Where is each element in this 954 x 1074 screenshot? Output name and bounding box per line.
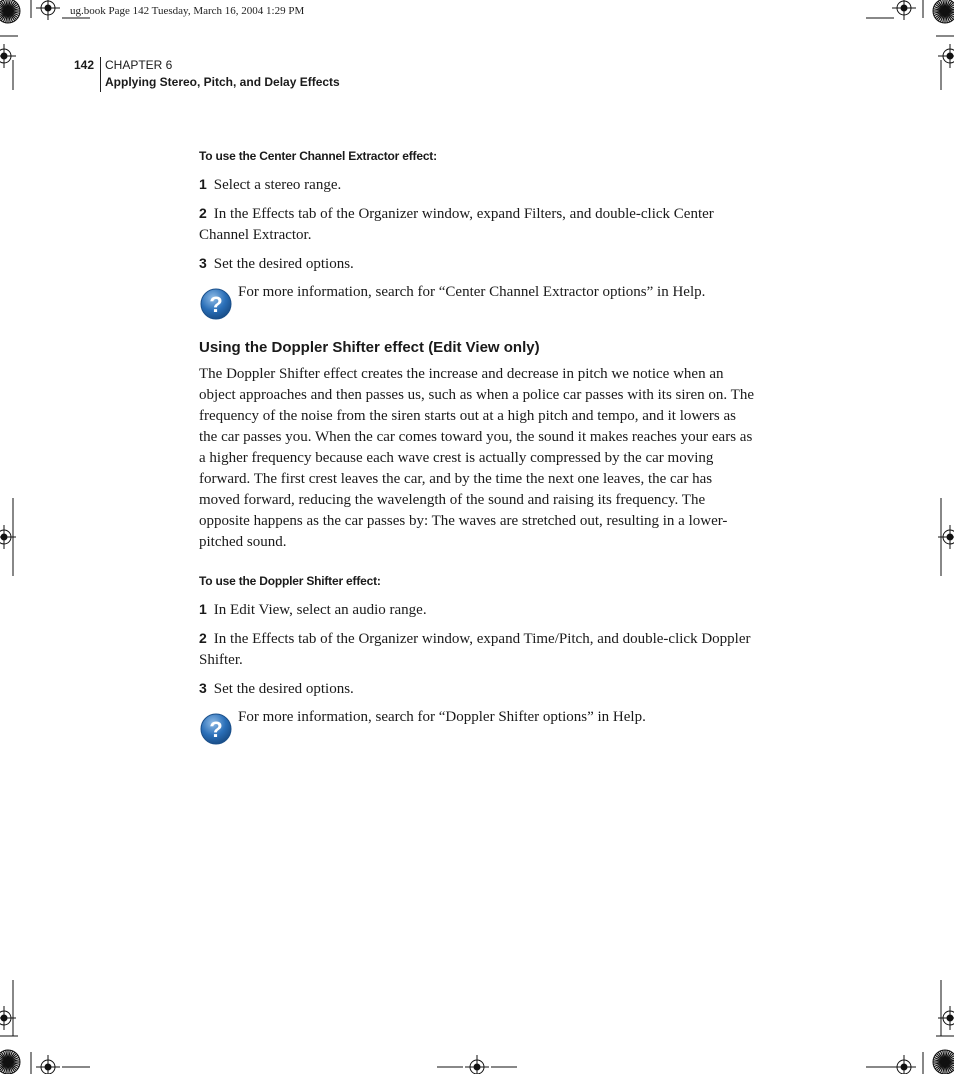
help-tip-text: For more information, search for “Center Channel Extractor options” in Help. bbox=[238, 284, 706, 300]
step-number: 2 bbox=[199, 205, 207, 221]
registration-right-lower bbox=[938, 1006, 954, 1030]
star-target-bottom-left bbox=[0, 1050, 20, 1074]
help-tip-text: For more information, search for “Doppler Shifter options” in Help. bbox=[238, 709, 646, 725]
page-number: 142 bbox=[74, 58, 95, 72]
step-text: Set the desired options. bbox=[213, 256, 354, 272]
step bbox=[199, 253, 755, 275]
registration-bottom-right bbox=[892, 1055, 916, 1074]
step-text: Set the desired options. bbox=[213, 681, 354, 697]
step-number: 1 bbox=[199, 176, 207, 192]
header-divider bbox=[100, 57, 101, 92]
step-number: 3 bbox=[199, 680, 207, 696]
section-heading-doppler: Using the Doppler Shifter effect (Edit View only) bbox=[199, 339, 540, 356]
help-question-icon bbox=[200, 713, 232, 745]
svg-text:?: ? bbox=[209, 717, 223, 742]
registration-right-middle bbox=[938, 525, 954, 549]
task-title-doppler: To use the Doppler Shifter effect: bbox=[199, 574, 381, 588]
print-slug: ug.book Page 142 Tuesday, March 16, 2004 1:29 PM bbox=[70, 5, 305, 17]
registration-left-upper bbox=[0, 44, 16, 68]
help-tip bbox=[199, 282, 755, 318]
body-paragraph: The Doppler Shifter effect creates the increase and decrease in pitch we notice when an object approaches and then passes us, such as when a police car passes with its siren on. The frequency of the noise from the siren starts out at a high pitch and tempo, and it lowers as the car passes you. When the car comes toward you, the sound it makes reaches your ears as a higher frequency because each wave crest is actually compressed by the car moving forward. The first crest leaves the car, and by the time the next one leaves, the car has moved forward, reducing the wavelength of the sound and raising its frequency. The opposite happens as the car passes by: The waves are stretched out, resulting in a lower-pitched sound. bbox=[199, 366, 754, 550]
registration-top-right bbox=[892, 0, 916, 20]
star-target-bottom-right bbox=[933, 1050, 954, 1074]
chapter-title: Applying Stereo, Pitch, and Delay Effects bbox=[105, 75, 340, 89]
step-number: 2 bbox=[199, 630, 207, 646]
step bbox=[199, 174, 755, 196]
chapter-label: CHAPTER 6 bbox=[105, 58, 173, 72]
registration-bottom-center bbox=[465, 1055, 489, 1074]
task-title-center-channel: To use the Center Channel Extractor effect: bbox=[199, 149, 437, 163]
registration-top-left bbox=[36, 0, 60, 20]
star-target-top-left bbox=[0, 0, 20, 23]
step-text: In the Effects tab of the Organizer window, expand Filters, and double-click Center Channel Extractor. bbox=[199, 206, 714, 243]
step-text: In the Effects tab of the Organizer window, expand Time/Pitch, and double-click Doppler Shifter. bbox=[199, 631, 751, 668]
running-header bbox=[105, 57, 340, 91]
registration-left-lower bbox=[0, 1006, 16, 1030]
star-target-top-right bbox=[933, 0, 954, 23]
step-number: 1 bbox=[199, 601, 207, 617]
help-question-icon bbox=[200, 288, 232, 320]
registration-right-upper bbox=[938, 44, 954, 68]
help-tip bbox=[199, 707, 755, 743]
step bbox=[199, 678, 755, 700]
registration-left-middle bbox=[0, 525, 16, 549]
registration-bottom-left bbox=[36, 1055, 60, 1074]
step bbox=[199, 599, 755, 621]
page-content bbox=[199, 148, 755, 763]
step bbox=[199, 203, 755, 246]
step-text: Select a stereo range. bbox=[213, 177, 342, 193]
svg-text:?: ? bbox=[209, 292, 223, 317]
step-number: 3 bbox=[199, 255, 207, 271]
step bbox=[199, 628, 755, 671]
step-text: In Edit View, select an audio range. bbox=[213, 602, 427, 618]
